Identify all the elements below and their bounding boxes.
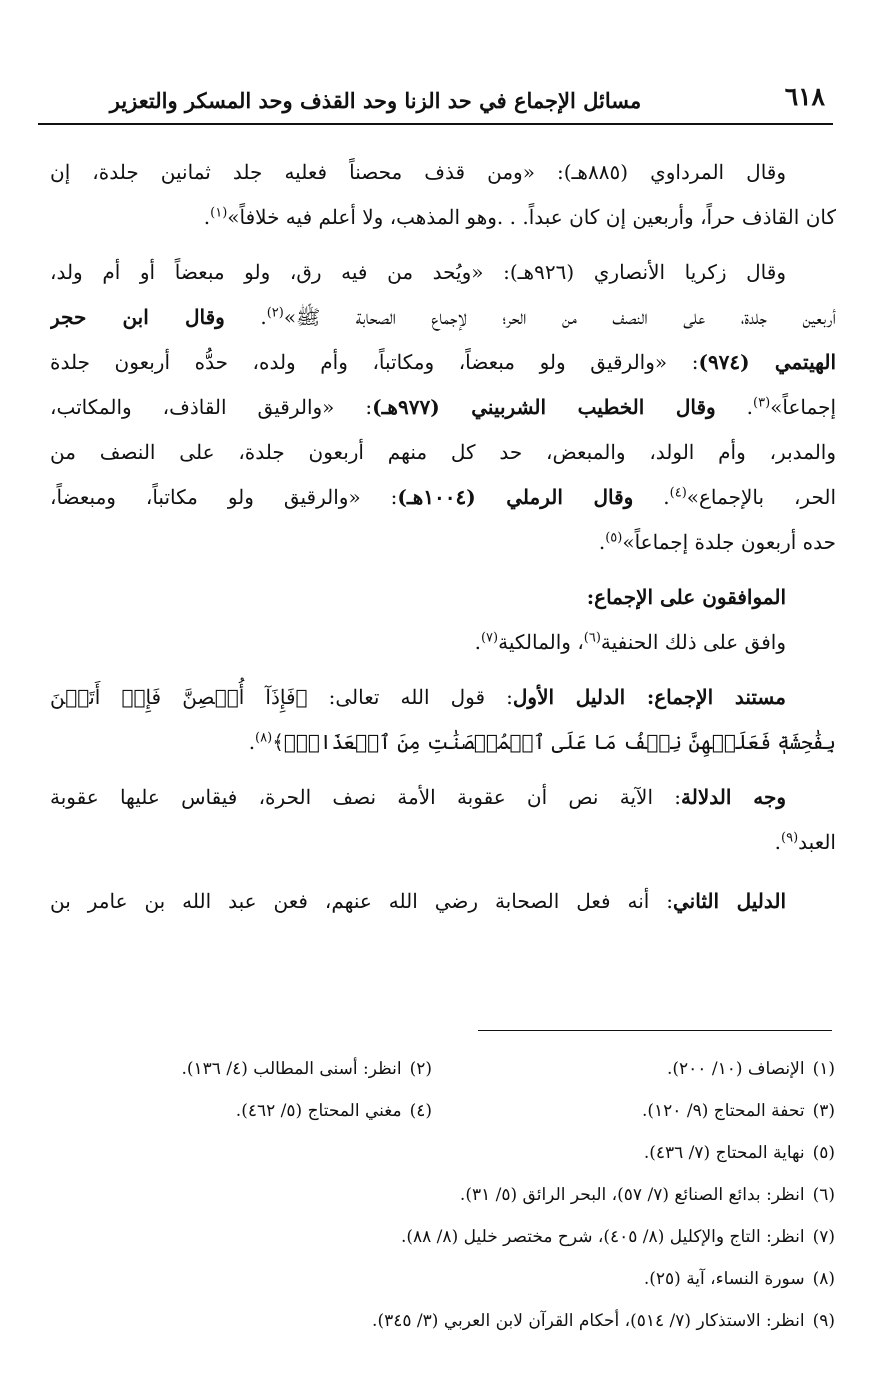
header-title: مسائل الإجماع في حد الزنا وحد القذف وحد المسكر والتعزير [109, 88, 642, 113]
section-heading: الموافقون على الإجماع: [586, 585, 786, 609]
footnote-ref: (٤) [669, 485, 687, 501]
quran-verse: بِفَٰحِشَةٖ فَعَلَيۡهِنَّ نِصۡفُ مَا عَلَى ٱلۡمُحۡصَنَٰتِ مِنَ ٱلۡعَذَابِۚ﴾$^{(٨)}$. [248, 730, 836, 754]
text-line: كان القاذف حراً، وأربعين إن كان عبداً. . .وهو المذهب، ولا أعلم فيه خلافاً»$^{(١)}$. [203, 205, 836, 229]
text-line: الدليل الثاني: أنه فعل الصحابة رضي الله عنهم، فعن عبد الله بن عامر بن [50, 889, 786, 913]
text-line: أربعين جلدة، على النصف من الحر؛ لإجماع الصحابة ﷺ»$^{(٢)}$. وقال ابن حجر [50, 305, 836, 329]
footnote: (٦) انظر: بدائع الصنائع (٧/ ٥٧)، البحر الرائق (٥/ ٣١). [459, 1185, 835, 1205]
page-number: ٦١٨ [784, 82, 825, 111]
footnote-ref: (٣) [753, 395, 771, 411]
footnote-ref: (٨) [255, 730, 273, 746]
footnote-ref: (٢) [266, 305, 284, 321]
footnote: (٨) سورة النساء، آية (٢٥). [643, 1269, 835, 1289]
footnote: (٩) انظر: الاستذكار (٧/ ٥١٤)، أحكام القرآن لابن العربي (٣/ ٣٤٥). [372, 1311, 835, 1331]
text-line: والمدبر، وأم الولد، والمبعض، حد كل منهم أربعون جلدة، على النصف من [50, 440, 836, 464]
footnotes [60, 1048, 835, 1342]
footnote-row [60, 1048, 835, 1090]
main-text [50, 150, 836, 924]
text-line: مستند الإجماع: الدليل الأول: قول الله تعالى: ﴿فَإِذَآ أُحۡصِنَّ فَإِنۡ أَتَيۡنَ [50, 685, 786, 709]
footnote: (٧) انظر: التاج والإكليل (٨/ ٤٠٥)، شرح مختصر خليل (٨/ ٨٨). [400, 1227, 835, 1247]
footnote: (٢)انظر: أسنى المطالب (٤/ ١٣٦). [181, 1059, 432, 1079]
text-line: وقال المرداوي (٨٨٥هـ): «ومن قذف محصناً فعليه جلد ثمانين جلدة، إن [50, 160, 787, 184]
footnote-rule [478, 1030, 832, 1031]
text-line: حده أربعون جلدة إجماعاً»$^{(٥)}$. [598, 530, 836, 554]
footnote-ref: (٧) [480, 630, 499, 646]
footnote: (٥) نهاية المحتاج (٧/ ٤٣٦). [643, 1143, 835, 1163]
footnote: (٤)مغني المحتاج (٥/ ٤٦٢). [235, 1101, 432, 1121]
text-line: الحر، بالإجماع»$^{(٤)}$. وقال الرملي (١٠٠٤هـ): «والرقيق ولو مكاتباً، ومبعضاً، [50, 485, 836, 509]
text-line: وافق على ذلك الحنفية$^{(٦)}$، والمالكية$^{(٧)}$. [474, 630, 786, 654]
text-line: العبد$^{(٩)}$. [774, 830, 836, 854]
footnote-row [60, 1090, 835, 1132]
footnote-ref: (١) [210, 205, 228, 221]
footnote-ref: (٥) [605, 530, 623, 546]
text-line: وقال زكريا الأنصاري (٩٢٦هـ): «ويُحد من فيه رق، ولو مبعضاً أو أم ولد، [50, 260, 786, 284]
header-rule [38, 123, 833, 125]
footnote: (١)الإنصاف (١٠/ ٢٠٠). [666, 1059, 835, 1079]
text-line: إجماعاً»$^{(٣)}$. وقال الخطيب الشربيني (٩٧٧هـ): «والرقيق القاذف، والمكاتب، [50, 395, 836, 419]
text-line: الهيتمي (٩٧٤): «والرقيق ولو مبعضاً، ومكاتباً، وأم ولده، حدُّه أربعون جلدة [50, 350, 836, 374]
running-header [38, 82, 833, 118]
footnote-ref: (٦) [583, 630, 601, 646]
text-line: وجه الدلالة: الآية نص أن عقوبة الأمة نصف الحرة، فيقاس عليها عقوبة [50, 785, 787, 809]
footnote: (٣)تحفة المحتاج (٩/ ١٢٠). [641, 1101, 835, 1121]
footnote-ref: (٩) [781, 830, 799, 846]
